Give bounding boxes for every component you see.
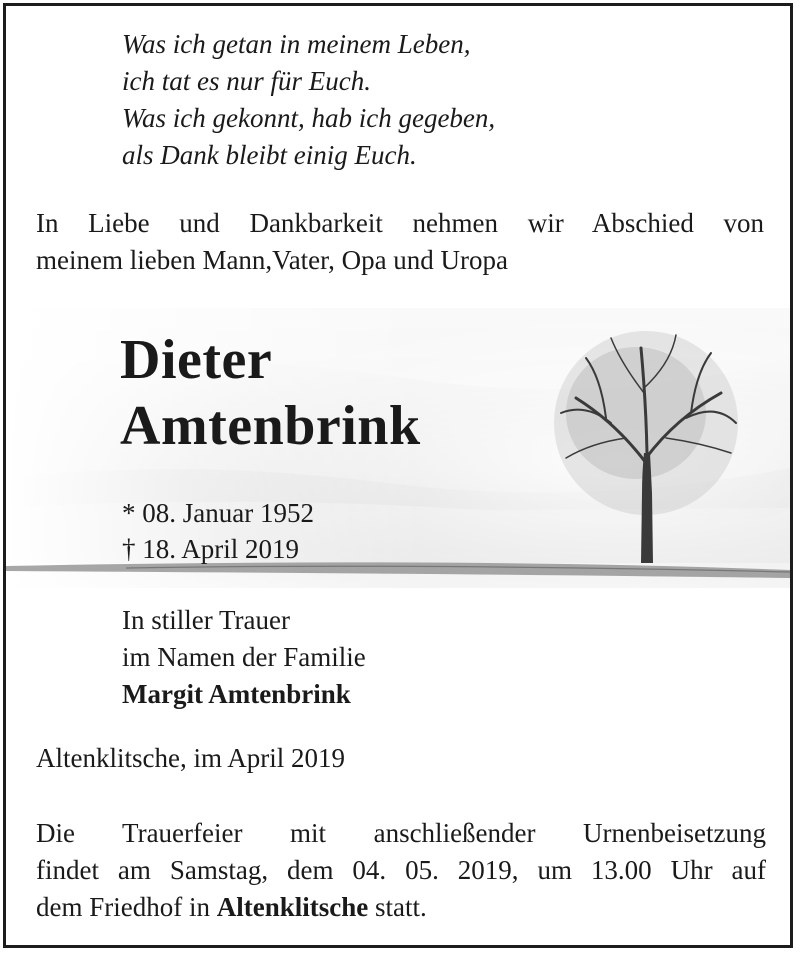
last-name: Amtenbrink	[120, 395, 421, 457]
death-date: † 18. April 2019	[122, 534, 300, 564]
birth-date: * 08. Januar 1952	[122, 498, 314, 528]
poem-line: als Dank bleibt einig Euch.	[122, 140, 417, 170]
mourners-block	[122, 602, 366, 713]
funeral-line: Die Trauerfeier mit anschließender Urnenbeisetzung	[36, 818, 766, 848]
mourner-name: Margit Amtenbrink	[122, 679, 351, 709]
mourners-line: In stiller Trauer	[122, 605, 290, 635]
deceased-name	[120, 327, 421, 459]
place-date: Altenklitsche, im April 2019	[36, 743, 345, 773]
intro-line: In Liebe und Dankbarkeit nehmen wir Abschied von	[36, 208, 764, 238]
intro-text	[36, 205, 764, 279]
first-name: Dieter	[120, 329, 273, 391]
funeral-line: findet am Samstag, dem 04. 05. 2019, um 13.00 Uhr auf	[36, 855, 766, 885]
poem-line: ich tat es nur für Euch.	[122, 66, 371, 96]
poem-line: Was ich getan in meinem Leben,	[122, 29, 471, 59]
life-dates	[122, 495, 314, 567]
poem	[122, 26, 495, 174]
funeral-line	[36, 889, 766, 926]
funeral-text: dem Friedhof in	[36, 892, 210, 922]
poem-line: Was ich gekonnt, hab ich gegeben,	[122, 103, 496, 133]
funeral-text: statt.	[374, 892, 427, 922]
intro-line: meinem lieben Mann,Vater, Opa und Uropa	[36, 245, 509, 275]
funeral-info	[36, 815, 766, 926]
mourners-line: im Namen der Familie	[122, 642, 366, 672]
cemetery-place: Altenklitsche	[216, 892, 369, 922]
